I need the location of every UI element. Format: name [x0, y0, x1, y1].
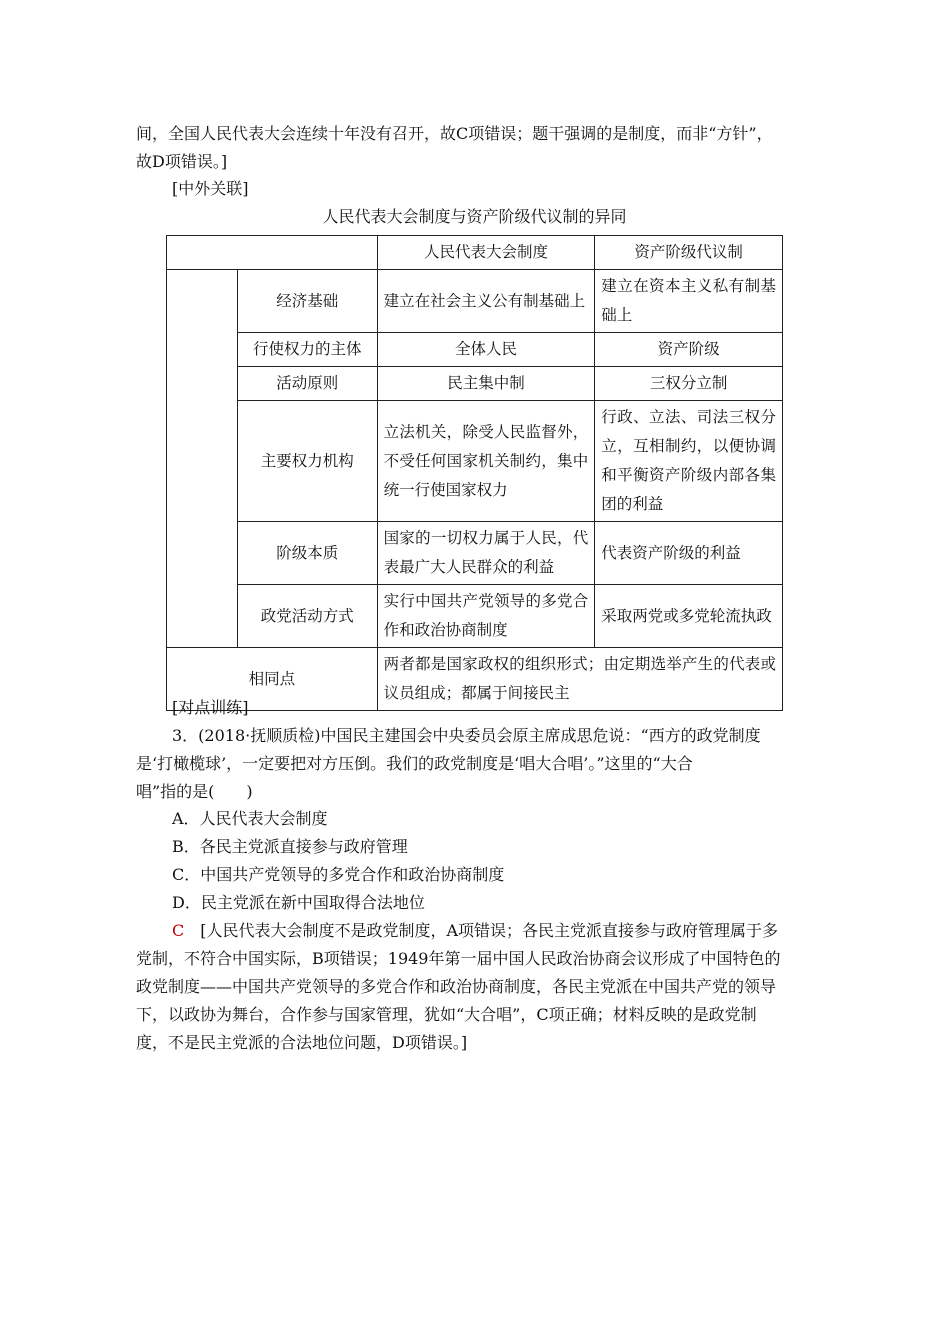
option-a: A．人民代表大会制度: [172, 809, 328, 828]
row-label: 阶级本质: [237, 522, 377, 585]
row-label: 主要权力机构: [237, 401, 377, 522]
table-cell: 三权分立制: [595, 367, 783, 401]
table-cell: 资产阶级: [595, 333, 783, 367]
row-label: 相同点: [167, 648, 378, 711]
explanation-text: [人民代表大会制度不是政党制度，A项错误；各民主党派直接参与政府管理属于多: [184, 921, 779, 940]
question-line: 唱”指的是( ): [136, 782, 253, 801]
explanation-paragraph: [136, 917, 816, 1057]
table-row: [167, 522, 783, 585]
question-line: 3．(2018·抚顺质检)中国民主建国会中央委员会原主席成思危说：“西方的政党制度: [172, 726, 761, 745]
comparison-table: [166, 235, 783, 711]
table-cell: 行政、立法、司法三权分立，互相制约，以便协调和平衡资产阶级内部各集团的利益: [595, 401, 783, 522]
intro-line: 间，全国人民代表大会连续十年没有召开，故C项错误；题干强调的是制度，而非“方针”，: [136, 124, 773, 143]
row-label: 政党活动方式: [237, 585, 377, 648]
table-cell: 建立在社会主义公有制基础上: [377, 270, 595, 333]
row-label: 经济基础: [237, 270, 377, 333]
explanation-line: 下，以政协为舞台，合作参与国家管理，犹如“大合唱”，C项正确；材料反映的是政党制: [136, 1005, 757, 1024]
table-cell: 建立在资本主义私有制基础上: [595, 270, 783, 333]
table-row: [167, 367, 783, 401]
explanation-line: [136, 917, 816, 945]
table-cell: 民主集中制: [377, 367, 595, 401]
table-title: 人民代表大会制度与资产阶级代议制的异同: [322, 207, 627, 226]
option-d: D．民主党派在新中国取得合法地位: [172, 893, 425, 912]
option-b: B．各民主党派直接参与政府管理: [172, 837, 408, 856]
section-tag: [中外关联]: [172, 179, 249, 198]
header-cell: 人民代表大会制度: [377, 236, 595, 270]
table-row: [167, 401, 783, 522]
intro-line: 故D项错误。]: [136, 152, 228, 171]
table-cell: 立法机关，除受人民监督外，不受任何国家机关制约，集中统一行使国家权力: [377, 401, 595, 522]
table-row-similarities: [167, 648, 783, 711]
question-line: 是‘打橄榄球’，一定要把对方压倒。我们的政党制度是‘唱大合唱’。”这里的“大合: [136, 754, 693, 773]
differences-cell: [167, 270, 238, 648]
row-label: 行使权力的主体: [237, 333, 377, 367]
table-cell: 实行中国共产党领导的多党合作和政治协商制度: [377, 585, 595, 648]
table-cell: 国家的一切权力属于人民，代表最广大人民群众的利益: [377, 522, 595, 585]
explanation-line: 政党制度——中国共产党领导的多党合作和政治协商制度，各民主党派在中国共产党的领导: [136, 977, 777, 996]
header-empty-cell: [167, 236, 378, 270]
table-cell: 代表资产阶级的利益: [595, 522, 783, 585]
question-stem: [136, 722, 816, 806]
row-label: 活动原则: [237, 367, 377, 401]
table-header-row: [167, 236, 783, 270]
header-cell: 资产阶级代议制: [595, 236, 783, 270]
table-cell: 全体人民: [377, 333, 595, 367]
table-row: [167, 270, 783, 333]
table-cell: 采取两党或多党轮流执政: [595, 585, 783, 648]
explanation-line: 党制，不符合中国实际，B项错误；1949年第一届中国人民政治协商会议形成了中国特色的: [136, 949, 781, 968]
intro-paragraph: [136, 120, 816, 176]
explanation-line: 度，不是民主党派的合法地位问题，D项错误。]: [136, 1033, 468, 1052]
table-row: [167, 333, 783, 367]
table-row: [167, 585, 783, 648]
answer-letter: C: [172, 921, 185, 940]
option-c: C．中国共产党领导的多党合作和政治协商制度: [172, 865, 505, 884]
table-cell: 两者都是国家政权的组织形式；由定期选举产生的代表或议员组成；都属于间接民主: [377, 648, 782, 711]
practice-tag: [对点训练]: [172, 698, 249, 717]
